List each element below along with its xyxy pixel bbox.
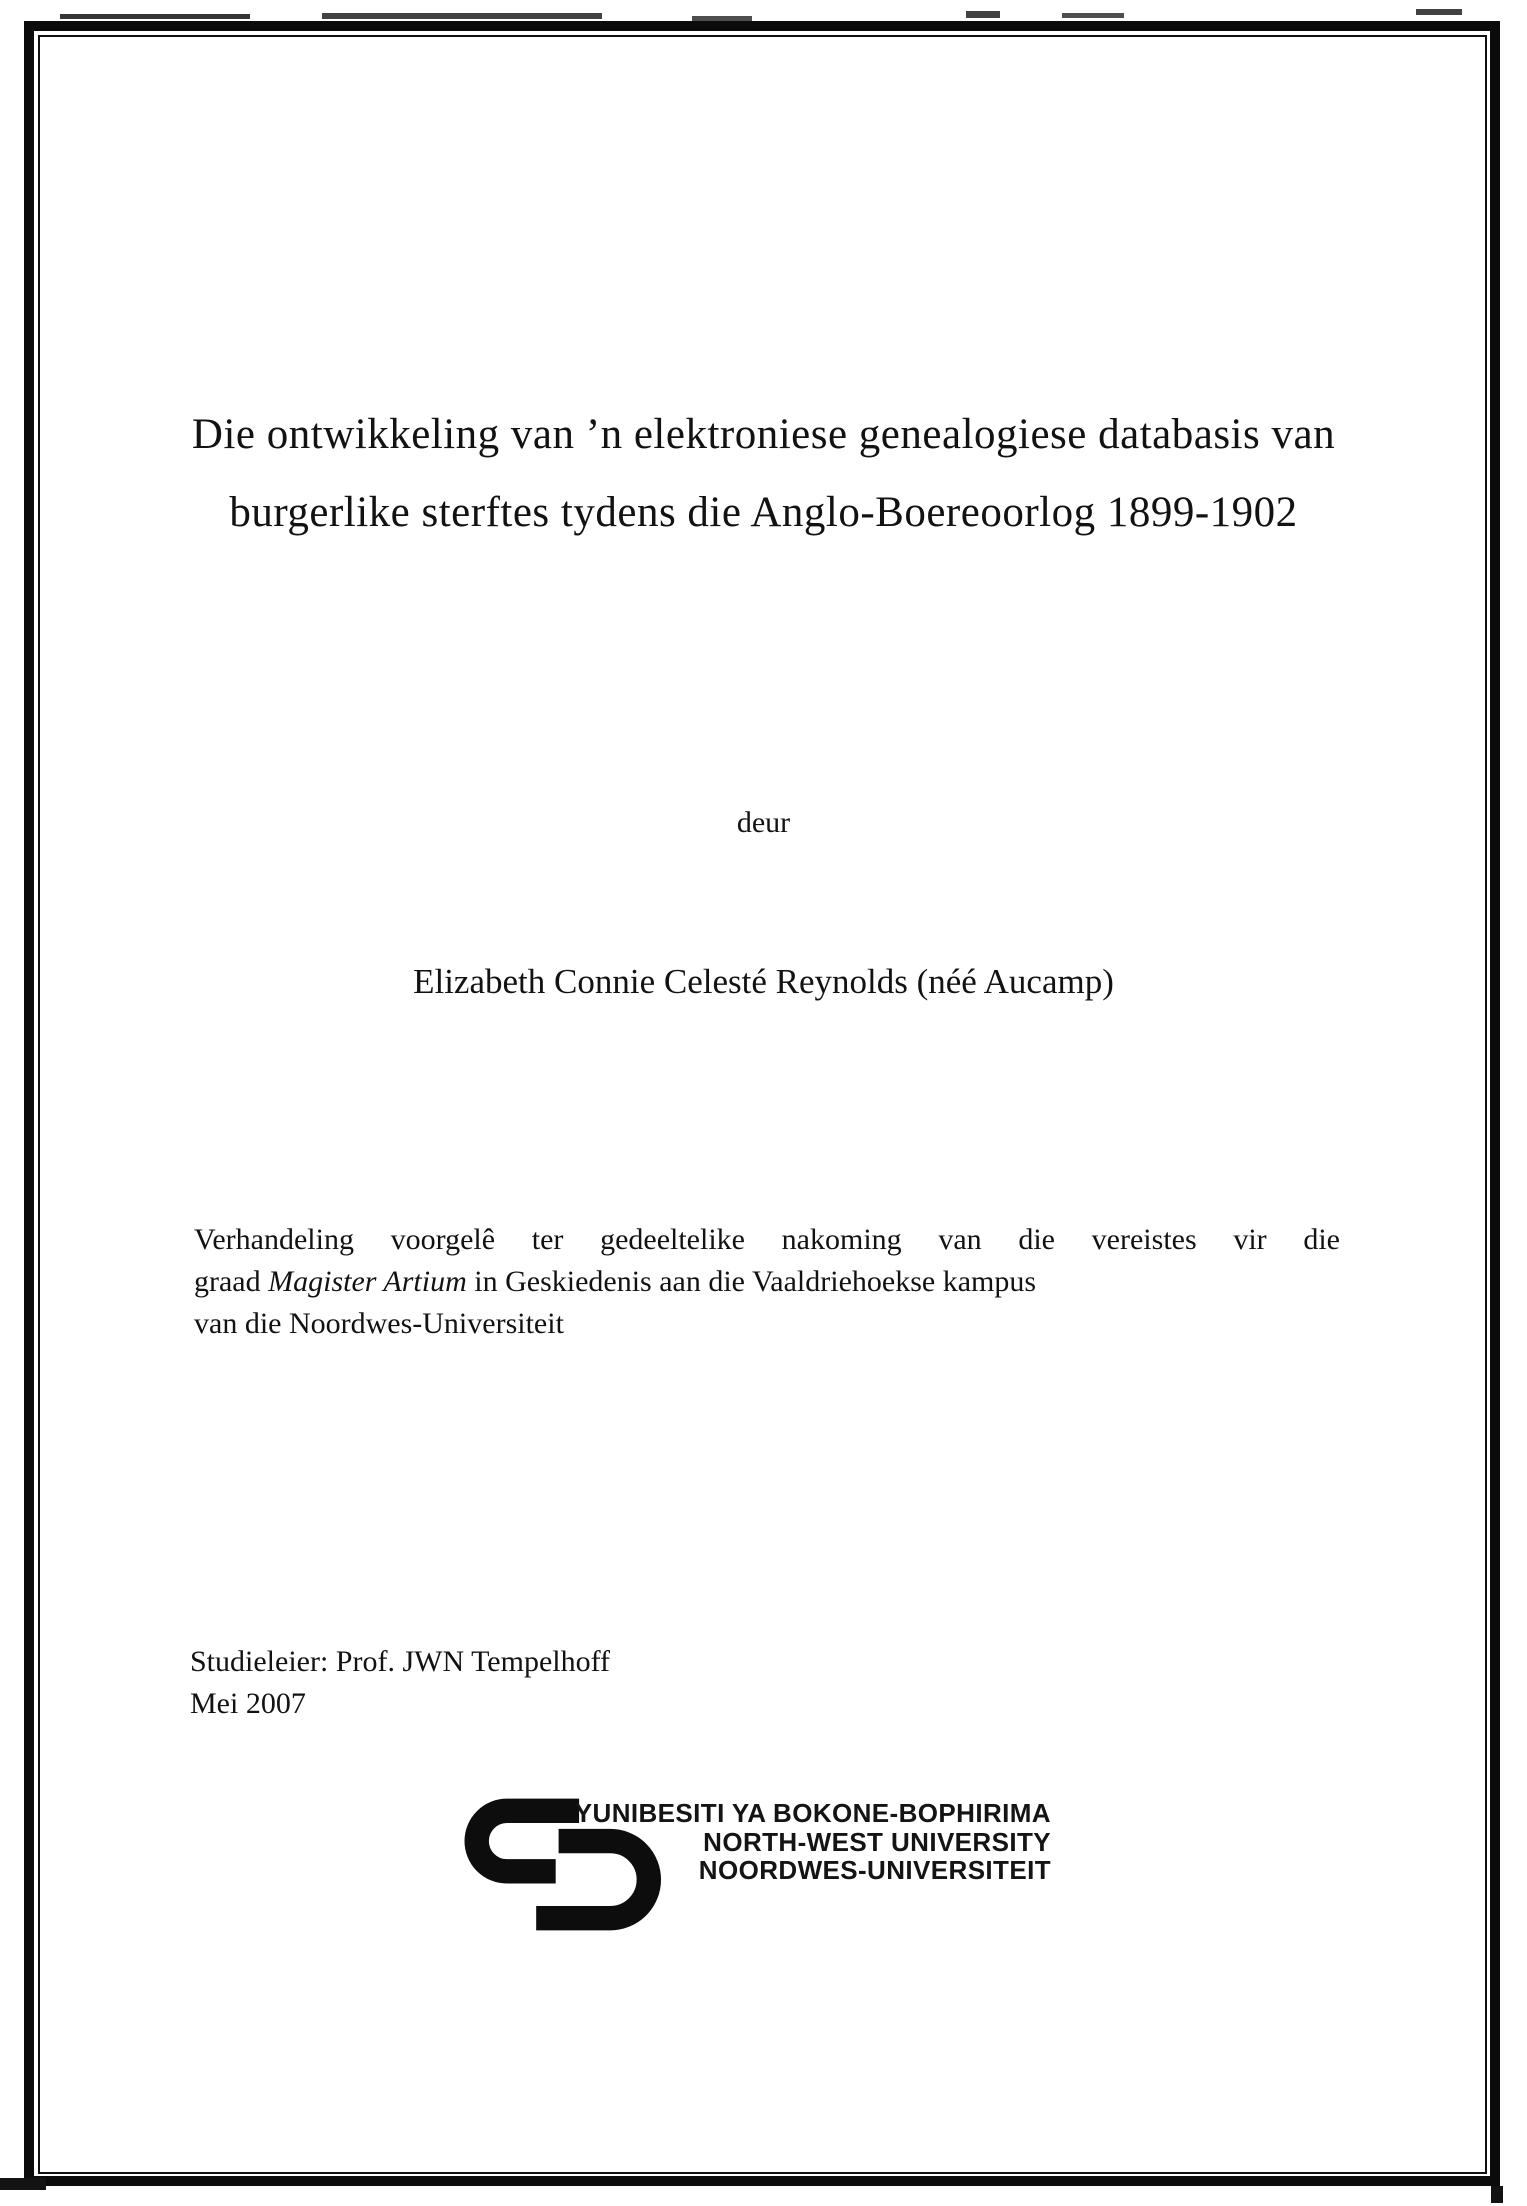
scan-artifact: [1062, 13, 1124, 18]
submission-line2-pre: graad: [194, 1265, 269, 1298]
submission-line3: van die Noordwes-Universiteit: [194, 1307, 564, 1340]
scan-artifact: [60, 14, 250, 19]
logo-line-english: NORTH-WEST UNIVERSITY: [703, 1826, 1051, 1857]
date-line: Mei 2007: [190, 1687, 306, 1720]
thesis-title-line1: Die ontwikkeling van ’n elektroniese genealogiese databasis van: [191, 411, 1336, 458]
thesis-title-line2: burgerlike sterftes tydens die Anglo-Boereoorlog 1899-1902: [229, 489, 1298, 536]
logo-line-afrikaans: NOORDWES-UNIVERSITEIT: [698, 1855, 1051, 1885]
thesis-title: [0, 396, 1527, 552]
submission-line2: [194, 1261, 1340, 1303]
submission-statement: [194, 1219, 1340, 1345]
author-name: Elizabeth Connie Celesté Reynolds (néé Aucamp): [413, 962, 1114, 1001]
scan-artifact: [322, 13, 602, 19]
scan-artifact: [966, 11, 1000, 18]
degree-name: Magister Artium: [268, 1265, 467, 1298]
scan-artifact: [1491, 2186, 1503, 2203]
logo-line-setswana: YUNIBESITI YA BOKONE-BOPHIRIMA: [574, 1798, 1051, 1828]
submission-line1: Verhandeling voorgelê ter gedeeltelike nakoming van die vereistes vir die: [194, 1223, 1340, 1256]
supervisor-block: [190, 1641, 610, 1725]
byline-label: deur: [736, 806, 791, 839]
submission-line2-post: in Geskiedenis aan die Vaaldriehoekse kampus: [466, 1265, 1037, 1298]
scan-artifact: [1416, 9, 1462, 15]
scan-artifact: [0, 2178, 46, 2190]
nwu-logo-text: [575, 1799, 1051, 1885]
supervisor-line: Studieleier: Prof. JWN Tempelhoff: [190, 1645, 611, 1678]
scan-artifact: [692, 16, 752, 21]
